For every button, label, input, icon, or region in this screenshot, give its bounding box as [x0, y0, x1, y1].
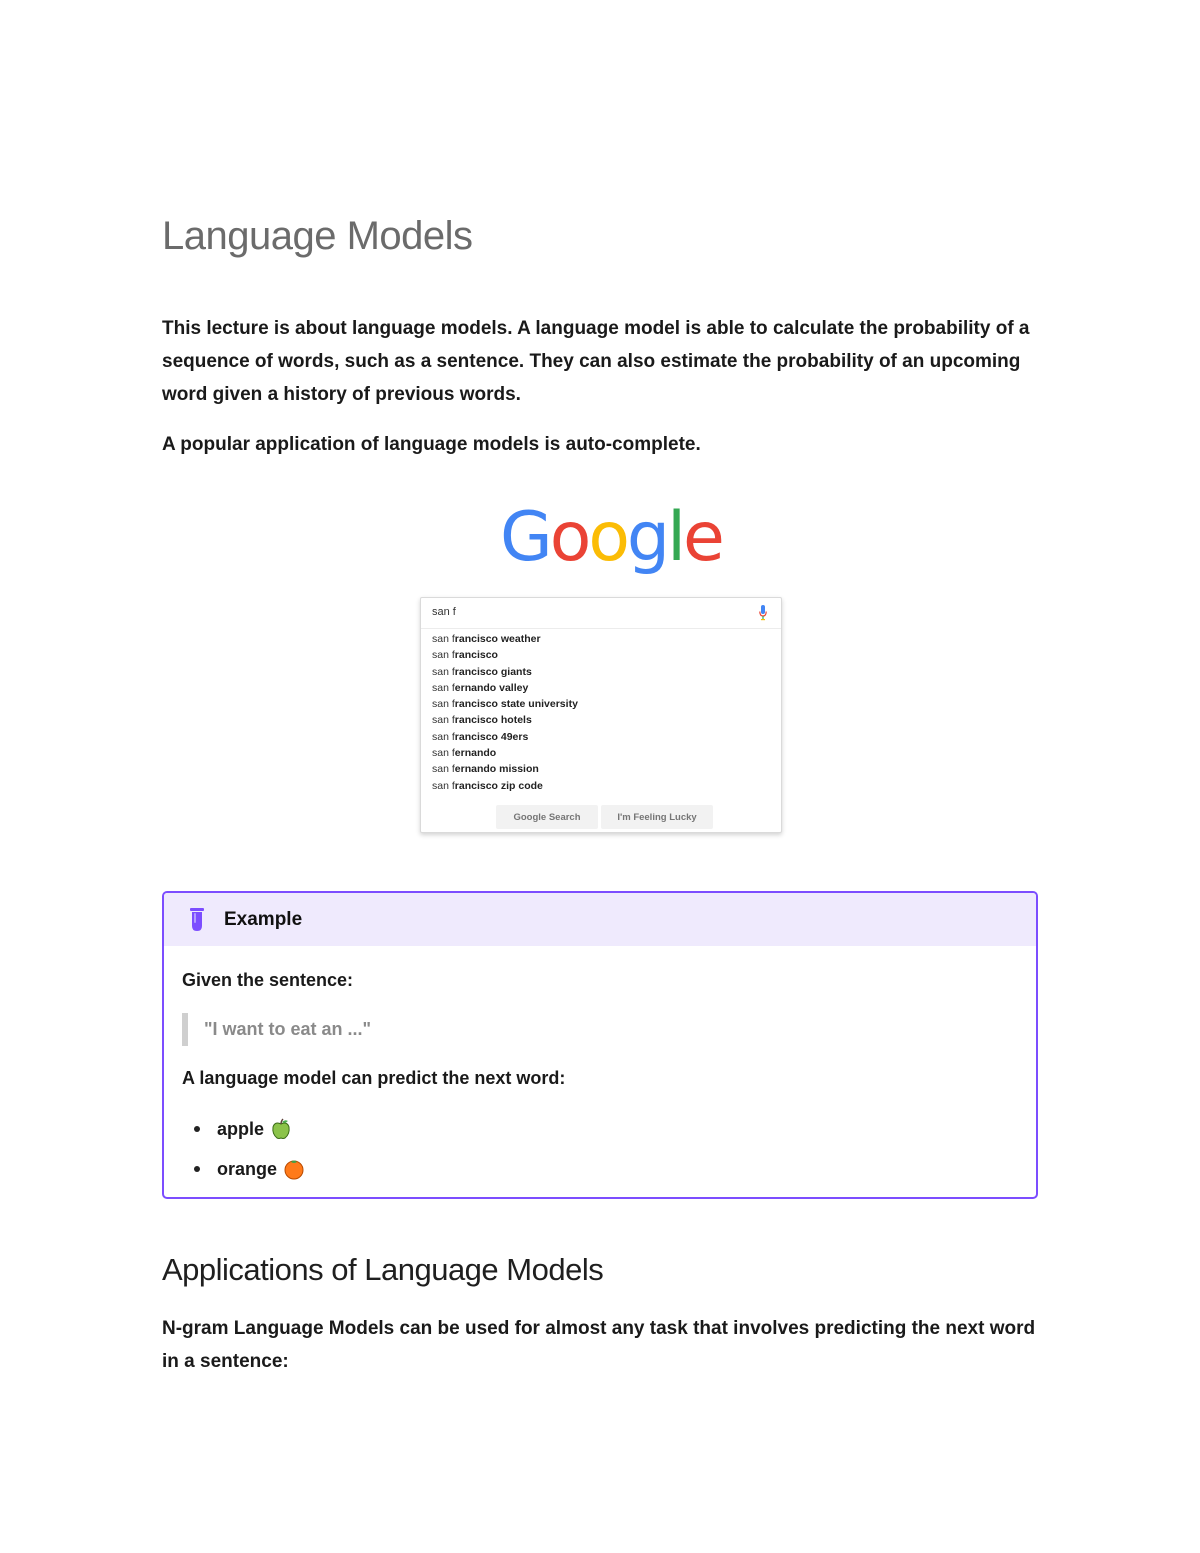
logo-letter: l [667, 498, 683, 577]
suggestion-prefix: san f [432, 698, 455, 711]
logo-letter: e [683, 498, 722, 577]
search-query: san f [432, 606, 456, 618]
suggestion-completion: rancisco state university [454, 698, 578, 711]
suggestion-item[interactable] [432, 761, 578, 777]
callout-title: Example [224, 909, 303, 930]
prediction-list [194, 1109, 305, 1189]
suggestion-completion: ernando [454, 747, 497, 760]
google-logo [500, 498, 722, 578]
logo-letter: g [626, 498, 668, 577]
suggestion-completion: rancisco 49ers [454, 730, 529, 743]
suggestion-prefix: san f [432, 747, 455, 760]
suggestion-list [432, 631, 578, 794]
suggestion-item[interactable] [432, 712, 578, 728]
suggestion-completion: rancisco zip code [454, 779, 543, 792]
orange-icon [283, 1158, 305, 1180]
autocomplete-paragraph [162, 428, 1038, 461]
bullet [194, 1166, 200, 1172]
suggestion-completion: ernando mission [454, 763, 539, 776]
suggestion-item[interactable] [432, 778, 578, 794]
test-tube-icon [189, 908, 205, 932]
search-input[interactable] [421, 598, 781, 629]
autocomplete-bold-term: auto-complete [565, 434, 696, 455]
prediction-word: apple [217, 1118, 265, 1139]
feeling-lucky-button[interactable]: I'm Feeling Lucky [601, 805, 713, 829]
suggestion-item[interactable] [432, 729, 578, 745]
logo-letter: G [500, 498, 550, 577]
suggestion-completion: ernando valley [454, 681, 529, 694]
intro-text: This lecture is about [162, 318, 353, 339]
predict-label: A language model can predict the next word: [182, 1068, 566, 1088]
suggestion-item[interactable] [432, 745, 578, 761]
google-search-box [420, 597, 782, 833]
applications-paragraph: N-gram Language Models can be used for almost any task that involves predicting the next word in a sentence: [162, 1318, 1036, 1372]
suggestion-prefix: san f [432, 730, 455, 743]
microphone-icon[interactable] [759, 605, 767, 621]
intro-paragraph [162, 312, 1038, 411]
suggestion-item[interactable] [432, 680, 578, 696]
intro-text-rest: . A language model is able to calculate the probability of a sequence of words, such as a sentence. They can also estimate the probability of an upcoming word given a history of previous words. [162, 318, 1030, 405]
suggestion-item[interactable] [432, 631, 578, 647]
suggestion-prefix: san f [432, 681, 455, 694]
prediction-word: orange [217, 1158, 278, 1179]
suggestion-completion: rancisco giants [454, 665, 532, 678]
suggestion-item[interactable] [432, 696, 578, 712]
suggestion-prefix: san f [432, 714, 455, 727]
list-item [194, 1109, 305, 1149]
suggestion-prefix: san f [432, 665, 455, 678]
suggestion-prefix: san f [432, 649, 455, 662]
callout-header [164, 893, 1036, 946]
google-search-button[interactable]: Google Search [496, 805, 598, 829]
suggestion-completion: rancisco weather [454, 633, 541, 645]
suggestion-prefix: san f [432, 633, 455, 645]
suggestion-item[interactable] [432, 647, 578, 663]
suggestion-item[interactable] [432, 664, 578, 680]
green-apple-icon [270, 1118, 292, 1140]
suggestion-prefix: san f [432, 779, 455, 792]
page-title: Language Models [162, 214, 473, 258]
section-heading: Applications of Language Models [162, 1252, 604, 1287]
list-item [194, 1149, 305, 1189]
autocomplete-period: . [695, 434, 701, 455]
suggestion-prefix: san f [432, 763, 455, 776]
suggestion-completion: rancisco hotels [454, 714, 532, 727]
suggestion-completion: rancisco [454, 649, 498, 662]
bullet [194, 1126, 200, 1132]
given-sentence-label: Given the sentence: [182, 970, 354, 990]
logo-letter: o [549, 498, 589, 577]
autocomplete-text: A popular application of language models is [162, 434, 566, 455]
blockquote-bar [182, 1013, 188, 1046]
example-callout [162, 891, 1038, 1199]
example-quote: "I want to eat an ..." [204, 1019, 372, 1039]
intro-bold-term: language models [352, 318, 508, 339]
logo-letter: o [588, 498, 627, 577]
